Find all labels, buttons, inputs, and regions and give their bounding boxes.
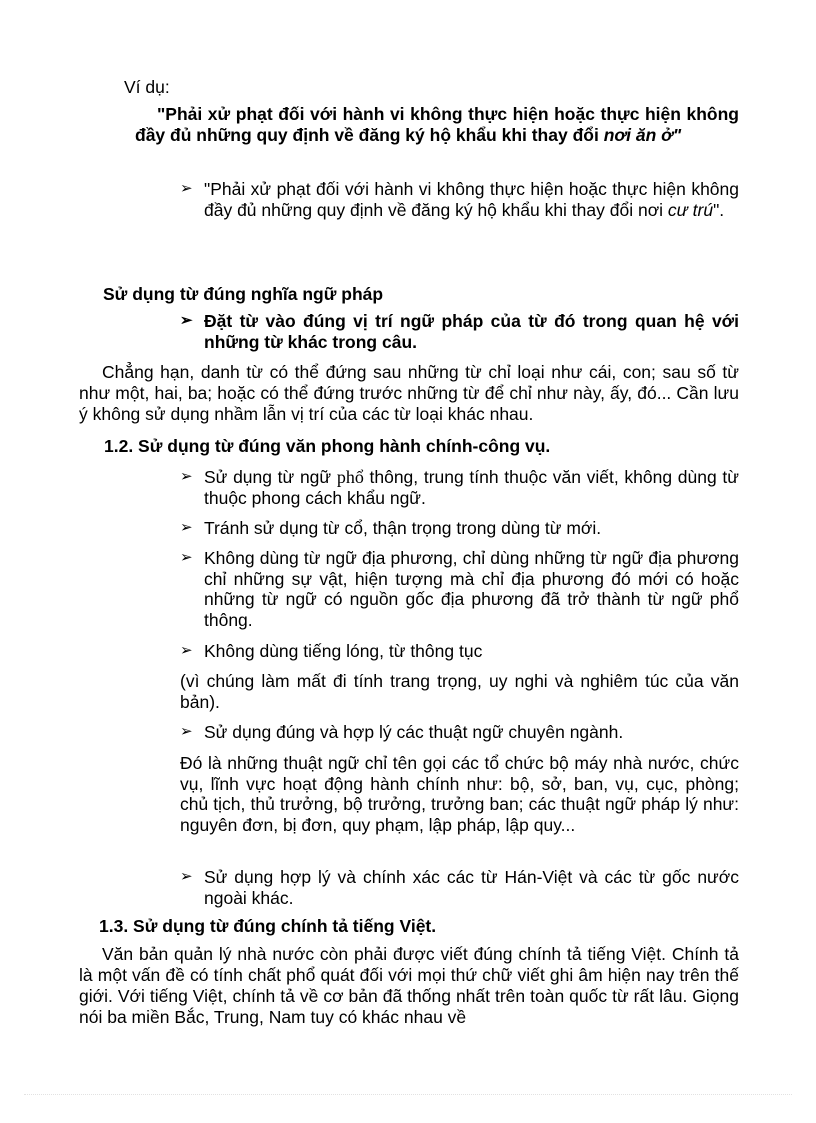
page-bottom-divider bbox=[24, 1094, 792, 1095]
section-1-3-title: 1.3. Sử dụng từ đúng chính tả tiếng Việt. bbox=[99, 916, 437, 936]
bullet-revised-tail: ". bbox=[713, 199, 725, 220]
quote-original-italic: nơi ăn ở" bbox=[603, 124, 682, 145]
bullet-1-2-common-words: ➢ Sử dụng từ ngữ phổ thông, trung tính thuộc văn viết, không dùng từ thuộc phong cách khẩu ngữ. bbox=[180, 467, 739, 508]
bullet-arrow-icon: ➢ bbox=[180, 519, 193, 536]
bullet-arrow-icon: ➢ bbox=[180, 549, 193, 566]
bullet-grammar-text: Đặt từ vào đúng vị trí ngữ pháp của từ đó trong quan hệ với những từ khác trong câu. bbox=[204, 311, 739, 352]
note-terminology: Đó là những thuật ngữ chỉ tên gọi các tổ chức bộ máy nhà nước, chức vụ, lĩnh vực hoạt động hành chính như: bộ, sở, ban, vụ, cục, phòng; chủ tịch, thủ trưởng, bộ trưởng, trưởng ban; các thuật ngữ pháp lý như: nguyên đơn, bị đơn, quy phạm, lập pháp, lập quy... bbox=[180, 753, 739, 835]
example-label: Ví dụ: bbox=[124, 77, 170, 97]
section-1-2-title: 1.2. Sử dụng từ đúng văn phong hành chính-công vụ. bbox=[104, 436, 551, 456]
bullet-arrow-icon: ➢ bbox=[180, 868, 193, 885]
section-grammar-title: Sử dụng từ đúng nghĩa ngữ pháp bbox=[103, 284, 384, 304]
bullet-1-2-dialect-words: ➢ Không dùng từ ngữ địa phương, chỉ dùng những từ ngữ địa phương chỉ những sự vật, hiện tượng mà chỉ địa phương đó mới có hoặc những từ ngữ có nguồn gốc địa phương đã trở thành từ ngữ phổ thông. bbox=[180, 548, 739, 630]
bullet-1-2-terminology: ➢ Sử dụng đúng và hợp lý các thuật ngữ chuyên ngành. bbox=[180, 722, 624, 742]
spelling-paragraph: Văn bản quản lý nhà nước còn phải được viết đúng chính tả tiếng Việt. Chính tả là một vấn đề có tính chất phổ quát đối với mọi thứ chữ viết ghi âm hiện nay trên thế giới. Với tiếng Việt, chính tả về cơ bản đã thống nhất trên toàn quốc từ rất lâu. Giọng nói ba miền Bắc, Trung, Nam tuy có khác nhau về bbox=[79, 944, 739, 1027]
bullet-arrow-icon: ➢ bbox=[180, 468, 193, 485]
bullet-1-2-sino-vietnamese: ➢ Sử dụng hợp lý và chính xác các từ Hán-Việt và các từ gốc nước ngoài khác. bbox=[180, 867, 739, 908]
bullet-1-2-slang: ➢ Không dùng tiếng lóng, từ thông tục bbox=[180, 641, 483, 661]
bullet-arrow-icon: ➢ bbox=[180, 312, 193, 329]
bullet-revised-text: "Phải xử phạt đối với hành vi không thực hiện hoặc thực hiện không đầy đủ những quy định về đăng ký hộ khẩu khi thay đổi nơi bbox=[204, 179, 739, 220]
quote-original bbox=[135, 104, 739, 145]
bullet-revised-italic: cư trú bbox=[667, 199, 714, 220]
bullet-arrow-icon: ➢ bbox=[180, 642, 193, 659]
bullet-arrow-icon: ➢ bbox=[180, 723, 193, 740]
note-slang: (vì chúng làm mất đi tính trang trọng, uy nghi và nghiêm túc của văn bản). bbox=[180, 671, 739, 712]
quote-original-text: "Phải xử phạt đối với hành vi không thực hiện hoặc thực hiện không đầy đủ những quy định về đăng ký hộ khẩu khi thay đổi bbox=[135, 104, 739, 145]
bullet-1-2-archaic-words: ➢ Tránh sử dụng từ cổ, thận trọng trong dùng từ mới. bbox=[180, 518, 602, 538]
bullet-grammar bbox=[180, 311, 739, 352]
grammar-paragraph: Chẳng hạn, danh từ có thể đứng sau những từ chỉ loại như cái, con; sau số từ như một, hai, ba; hoặc có thể đứng trước những từ để chỉ như này, ấy, đó... Cần lưu ý không sử dụng nhầm lẫn vị trí của các từ loại khác nhau. bbox=[79, 362, 739, 424]
bullet-revised-quote bbox=[180, 179, 739, 220]
bullet-arrow-icon: ➢ bbox=[180, 180, 193, 197]
